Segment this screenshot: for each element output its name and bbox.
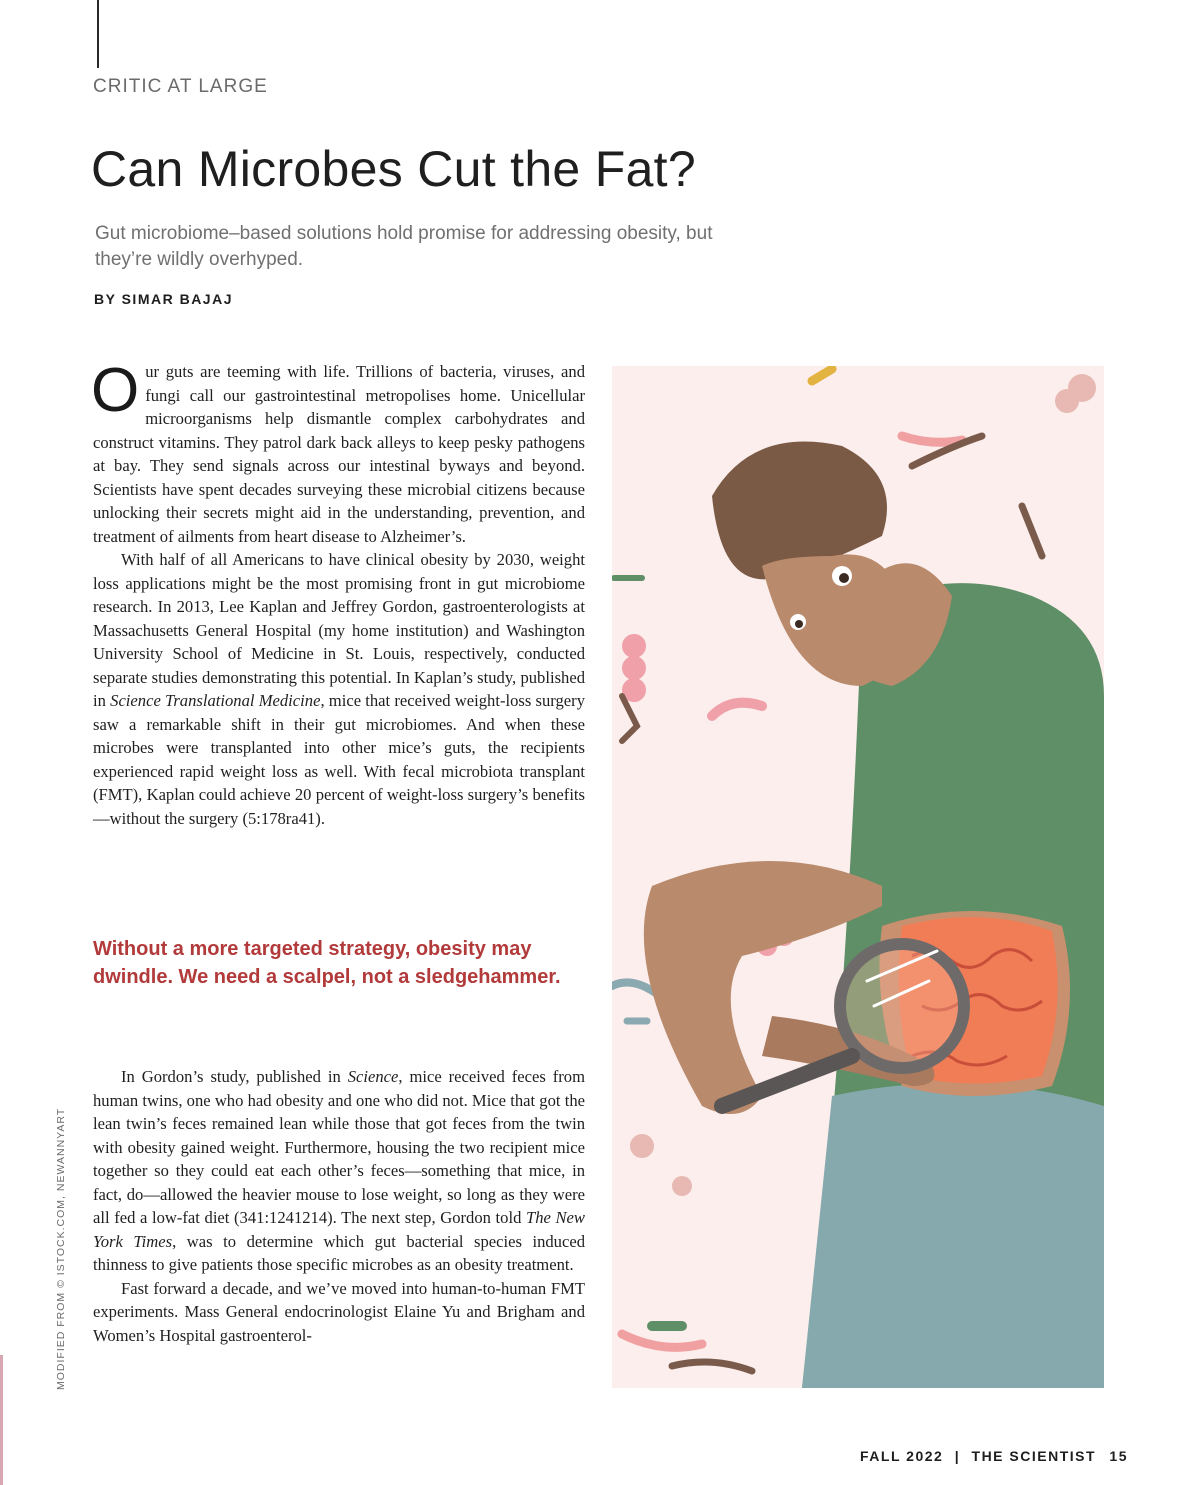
- pull-quote: Without a more targeted strategy, obesity may dwindle. We need a scalpel, not a sledgehammer.: [93, 938, 561, 988]
- paragraph-3: In Gordon’s study, published in Science, mice received feces from human twins, one who had obesity and one who did not. Mice that got the lean twin’s feces remained lean while those that got feces from the twin with obesity gained weight. Furthermore, housing the two recipient mice together so they could eat each other’s feces—something that mice, in fact, do—allowed the heavier mouse to lose weight, so long as they were all fed a low-fat diet (341:1241214). The next step, Gordon told The New York Times, was to determine which gut bacterial species induced thinness to give patients those specific microbes as an obesity treatment.: [93, 1067, 586, 1274]
- image-credit: MODIFIED FROM © ISTOCK.COM, NEWANNYART: [55, 1107, 67, 1390]
- headline: Can Microbes Cut the Fat?: [91, 141, 696, 197]
- journal-title: Science Translational Medicine: [110, 691, 321, 710]
- newspaper-title: The New York Times: [93, 1208, 585, 1251]
- paragraph-1: Our guts are teeming with life. Trillions of bacteria, viruses, and fungi call our gastrointestinal metropolises home. Unicellular microorganisms help dismantle complex carbohydrates and construct vitamins. They patrol dark back alleys to keep pesky pathogens at bay. They send signals across our intestinal byways and beyond. Scientists have spent decades surveying these microbial citizens because unlocking their secrets might aid in the understanding, prevention, and treatment of ailments from heart disease to Alzheimer’s.: [91, 356, 585, 546]
- drop-cap: O: [91, 356, 140, 425]
- byline: BY SIMAR BAJAJ: [94, 291, 233, 307]
- paragraph-4: Fast forward a decade, and we’ve moved into human-to-human FMT experiments. Mass General endocrinologist Elaine Yu and Brigham and Women’s Hospital gastroenterol-: [93, 1278, 585, 1345]
- dek: Gut microbiome–based solutions hold promise for addressing obesity, but they’re wildly overhyped.: [95, 223, 713, 270]
- edge-bar: [0, 1355, 3, 1485]
- section-label: CRITIC AT LARGE: [93, 76, 268, 97]
- body-column-bottom: [93, 1065, 585, 1347]
- paragraph-2: With half of all Americans to have clinical obesity by 2030, weight loss applications might be the most promising front in gut microbiome research. In 2013, Lee Kaplan and Jeffrey Gordon, gastroenterologists at Massachusetts General Hospital (my home institution) and Washington University School of Medicine in St. Louis, respectively, conducted separate studies demonstrating this potential. In Kaplan’s study, published in Science Translational Medicine, mice that received weight-loss surgery saw a remarkable shift in their gut microbiomes. And when these microbes were transplanted into other mice’s guts, the recipients experienced rapid weight loss as well. With fecal microbiota transplant (FMT), Kaplan could achieve 20 percent of weight-loss surgery’s benefits—without the surgery (5:178ra41).: [93, 550, 585, 828]
- page-number: 15: [1109, 1448, 1128, 1464]
- page-footer: [860, 1448, 1128, 1464]
- top-rule: [97, 0, 99, 68]
- illustration: [612, 366, 1104, 1388]
- footer-separator: |: [954, 1448, 961, 1464]
- magazine-name: THE SCIENTIST: [971, 1448, 1097, 1464]
- journal-title: Science: [347, 1067, 399, 1086]
- issue-date: FALL 2022: [860, 1448, 944, 1464]
- body-column-top: [91, 356, 585, 830]
